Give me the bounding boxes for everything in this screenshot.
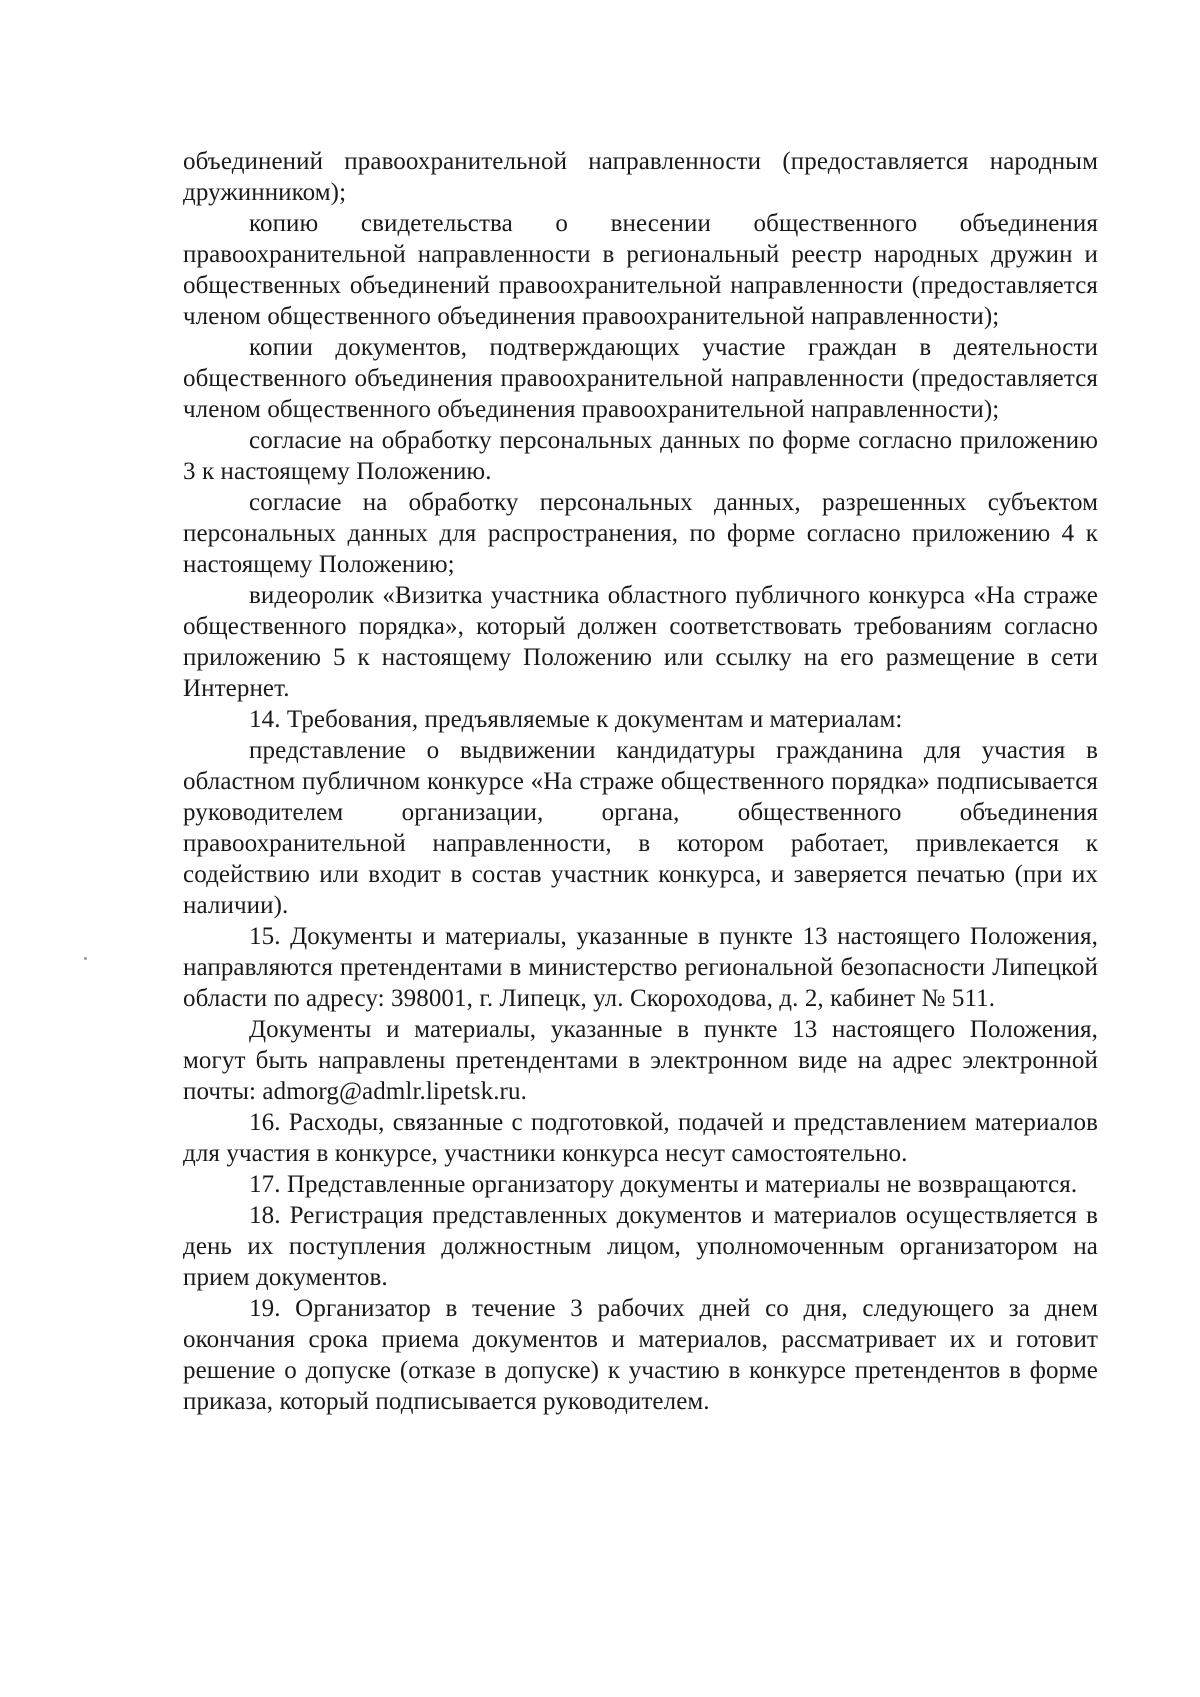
paragraph-nomination: представление о выдвижении кандидатуры гражданина для участия в областном публичном конкурсе «На страже общественного порядка» подписывается руководителем организации, органа, общественного объединения правоохранительной направленности, в котором работает, привлекается к содействию или входит в состав участник конкурса, и заверяется печатью (при их наличии). [183, 737, 1098, 919]
paragraph-video: видеоролик «Визитка участника областного публичного конкурса «На страже общественного порядка», который должен соответствовать требованиям согласно приложению 5 к настоящему Положению или ссылку на его размещение в сети Интернет. [183, 582, 1098, 702]
paragraph-item-18: 18. Регистрация представленных документов и материалов осуществляется в день их поступления должностным лицом, уполномоченным организатором на прием документов. [183, 1202, 1098, 1291]
paragraph-item-16: 16. Расходы, связанные с подготовкой, подачей и представлением материалов для участия в конкурсе, участники конкурса несут самостоятельно. [183, 1109, 1098, 1167]
paragraph-item-19: 19. Организатор в течение 3 рабочих дней со дня, следующего за днем окончания срока приема документов и материалов, рассматривает их и готовит решение о допуске (отказе в допуске) к участию в конкурсе претендентов в форме приказа, который подписывается руководителем. [183, 1295, 1098, 1415]
paragraph-consent-appendix-4: согласие на обработку персональных данных, разрешенных субъектом персональных данных для распространения, по форме согласно приложению 4 к настоящему Положению; [183, 489, 1098, 578]
paragraph-continuation: объединений правоохранительной направленности (предоставляется народным дружинником); [183, 148, 1098, 206]
paragraph-participation-documents: копии документов, подтверждающих участие граждан в деятельности общественного объединения правоохранительной направленности (предоставляется членом общественного объединения правоохранительной направленности); [183, 334, 1098, 423]
paragraph-item-14: 14. Требования, предъявляемые к документам и материалам: [249, 706, 903, 733]
paragraph-item-17: 17. Представленные организатору документы и материалы не возвращаются. [249, 1171, 1078, 1198]
paragraph-certificate-copy: копию свидетельства о внесении общественного объединения правоохранительной направленности в региональный реестр народных дружин и общественных объединений правоохранительной направленности (предоставляется членом общественного объединения правоохранительной направленности); [183, 210, 1098, 330]
paragraph-consent-appendix-3: согласие на обработку персональных данных по форме согласно приложению 3 к настоящему Положению. [183, 427, 1098, 485]
paragraph-item-15: 15. Документы и материалы, указанные в пункте 13 настоящего Положения, направляются претендентами в министерство региональной безопасности Липецкой области по адресу: 398001, г. Липецк, ул. Скороходова, д. 2, кабинет № 511. [183, 923, 1098, 1012]
document-body [183, 146, 1098, 1417]
paragraph-electronic-submission: Документы и материалы, указанные в пункте 13 настоящего Положения, могут быть направлены претендентами в электронном виде на адрес электронной почты: admorg@admlr.lipetsk.ru. [183, 1016, 1098, 1105]
scan-speck [84, 957, 87, 960]
